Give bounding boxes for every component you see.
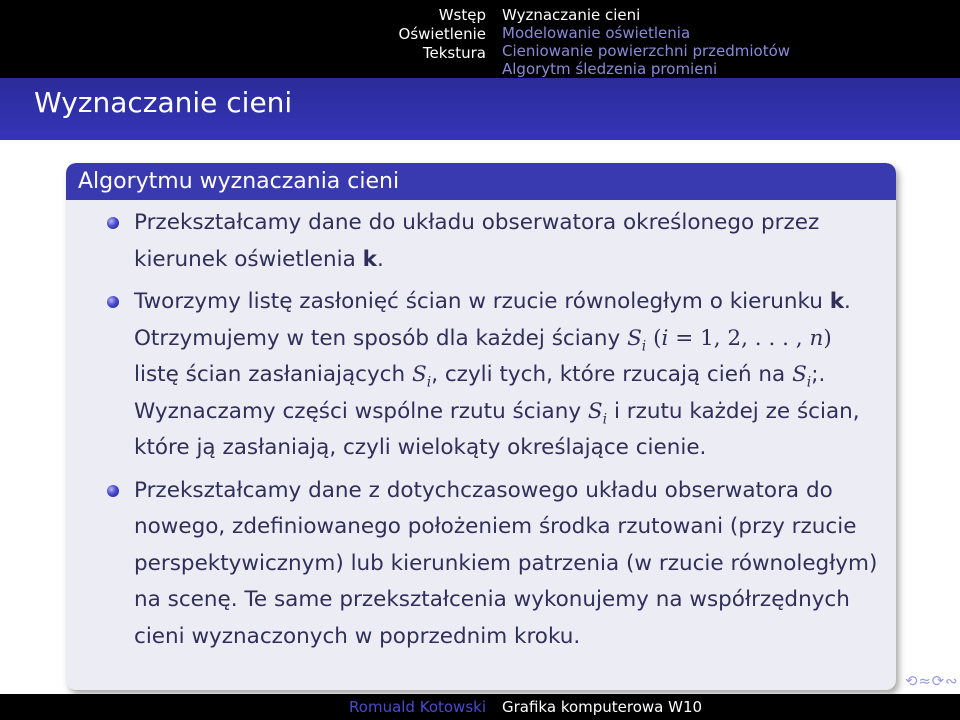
math-range: = 1, 2, . . . , [668,325,810,351]
item-text: i rzutu każdej ze ścian, które ją zasłaniają, czyli wielokąty określające cienie. [134,398,860,460]
bullet-icon [107,485,119,497]
block-title: Algorytmu wyznaczania cieni [66,163,896,200]
vector-k: k [362,246,377,272]
nav-subsection-2[interactable]: Modelowanie oświetlenia [502,24,691,42]
bullet-icon [107,217,119,229]
nav-section-1[interactable]: Wstęp [438,6,486,24]
math-s: S [792,362,807,387]
item-text: . Otrzymujemy w ten sposób dla każdej ściany [134,289,851,351]
item-text: , czyli tych, które rzucają cień na [431,362,793,387]
item-text: . [376,246,384,272]
bullet-icon [107,296,119,308]
footer [0,694,960,720]
math-sub-i: i [426,374,432,391]
footer-title: Grafika komputerowa W10 [502,698,703,716]
list-item [134,284,878,467]
list-item [134,205,878,278]
item-text: Przekształcamy dane z dotychczasowego układu obserwatora do nowego, zdefiniowanego położeniem środka rzutowani (przy rzucie perspektywicznym) lub kierunkiem patrzenia (w rzucie równoległym) na scenę. Te same przekształcenia wykonujemy na współrzędnych cieni wyznaczonych w poprzednim kroku. [134,477,878,649]
nav-subsection-active[interactable]: Wyznaczanie cieni [502,6,641,24]
item-text: ;. Wyznaczamy części wspólne rzutu ściany [134,362,826,424]
item-text: Przekształcamy dane do układu obserwatora określonego przez kierunek oświetlenia [134,210,820,272]
section-nav [399,6,486,63]
footer-author: Romuald Kotowski [349,698,486,716]
math-n: n [809,325,824,351]
nav-subsection-4[interactable]: Algorytm śledzenia promieni [502,60,718,78]
math-s: S [627,325,642,351]
nav-subsection-3[interactable]: Cieniowanie powierzchni przedmiotów [502,42,791,60]
subsection-nav [502,6,790,78]
math-sub-i: i [602,410,608,427]
item-text: Tworzymy listę zasłonięć ścian w rzucie równoległym o kierunku [134,289,830,314]
block-body [66,200,896,655]
math-paren: ( [653,325,662,351]
math-paren: ) [823,325,832,351]
top-navigation [0,0,960,78]
vector-k: k [829,289,845,314]
list-item [134,473,878,656]
math-s: S [411,362,427,387]
beamer-nav-icon[interactable]: ⟲ ≈ ⟳ ∾ [905,672,956,690]
frame-title: Wyznaczanie cieni [34,86,293,119]
content-block [66,163,896,690]
nav-section-3[interactable]: Tekstura [422,44,486,62]
math-i: i [661,325,669,351]
item-text: listę ścian zasłaniających [134,362,412,387]
math-sub-i: i [641,337,647,354]
nav-section-2[interactable]: Oświetlenie [398,25,486,43]
math-s: S [587,398,603,424]
math-sub-i: i [806,374,812,391]
